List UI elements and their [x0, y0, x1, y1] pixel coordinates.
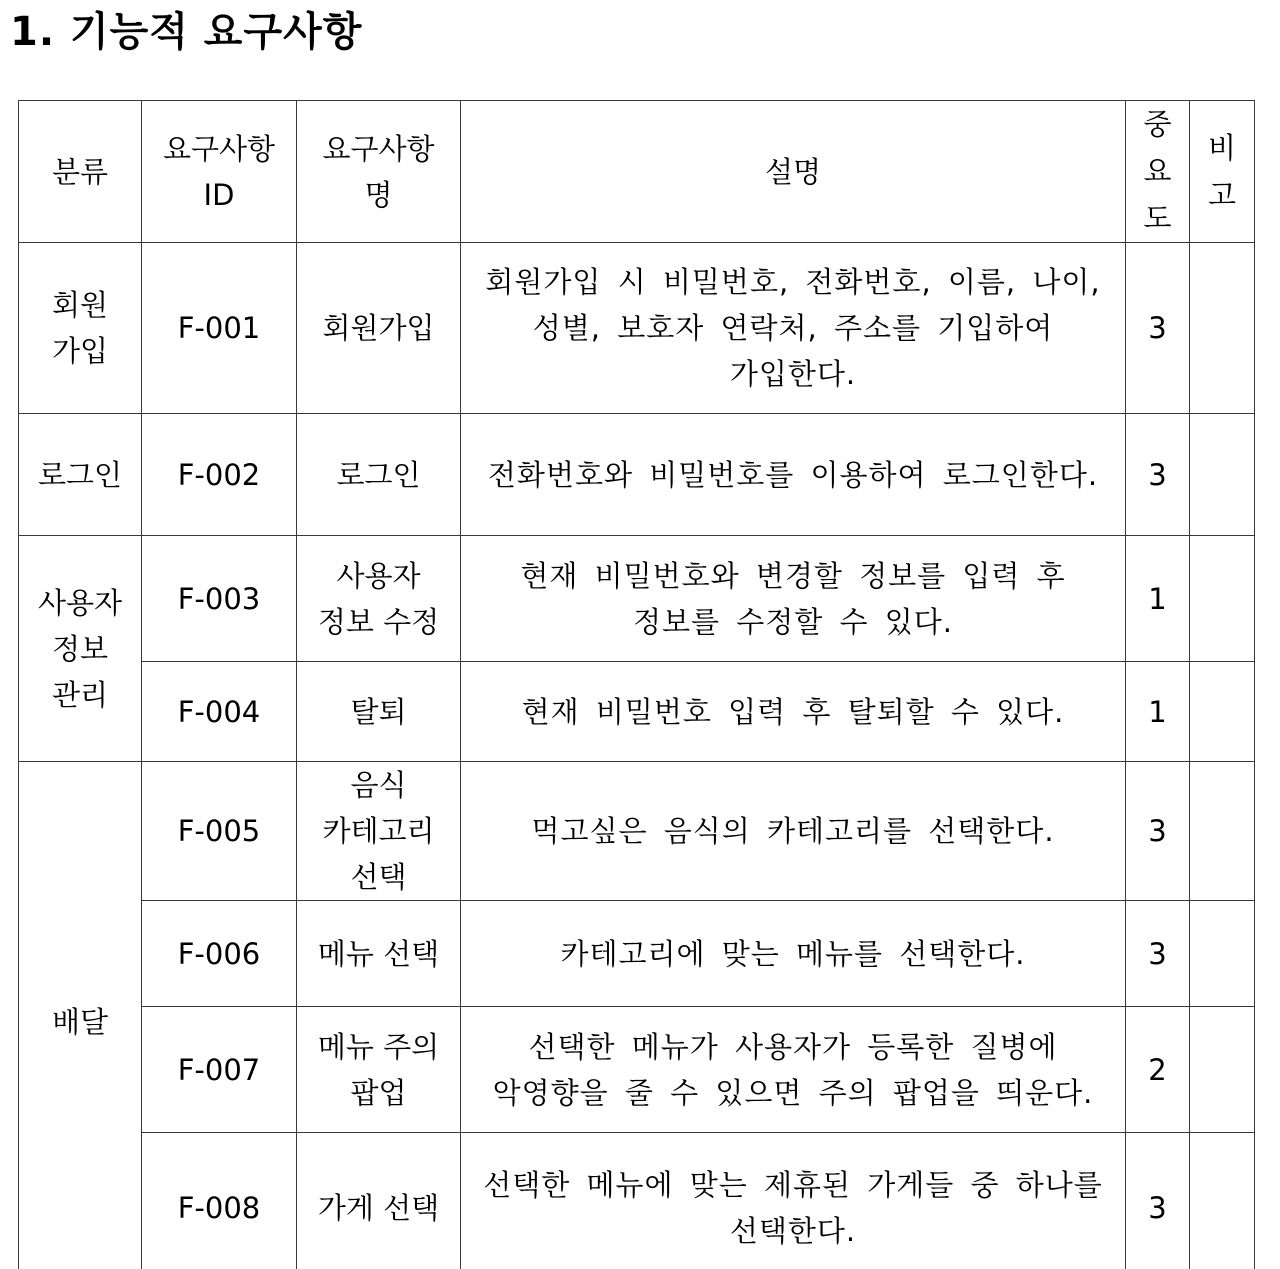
header-req-id: 요구사항 ID: [142, 101, 297, 243]
req-id-cell: F-008: [142, 1133, 297, 1269]
table-row: [19, 243, 1255, 414]
header-importance: 중 요 도: [1126, 101, 1190, 243]
req-name-cell: 회원가입: [297, 243, 461, 414]
req-id-cell: F-005: [142, 762, 297, 901]
category-cell: 배달: [19, 762, 142, 1269]
req-id-cell: F-001: [142, 243, 297, 414]
table-row: [19, 1133, 1255, 1269]
importance-cell: 3: [1126, 762, 1190, 901]
importance-cell: 1: [1126, 662, 1190, 762]
description-cell: 선택한 메뉴가 사용자가 등록한 질병에 악영향을 줄 수 있으면 주의 팝업을 띄운다.: [461, 1007, 1126, 1133]
note-cell: [1190, 762, 1255, 901]
description-cell: 전화번호와 비밀번호를 이용하여 로그인한다.: [461, 414, 1126, 536]
req-name-cell: 로그인: [297, 414, 461, 536]
requirements-table: [18, 100, 1255, 1269]
importance-cell: 3: [1126, 243, 1190, 414]
importance-cell: 1: [1126, 536, 1190, 662]
note-cell: [1190, 1007, 1255, 1133]
req-id-cell: F-004: [142, 662, 297, 762]
note-cell: [1190, 536, 1255, 662]
table-row: [19, 414, 1255, 536]
description-cell: 먹고싶은 음식의 카테고리를 선택한다.: [461, 762, 1126, 901]
category-cell: 로그인: [19, 414, 142, 536]
header-description: 설명: [461, 101, 1126, 243]
description-cell: 선택한 메뉴에 맞는 제휴된 가게들 중 하나를 선택한다.: [461, 1133, 1126, 1269]
req-id-cell: F-007: [142, 1007, 297, 1133]
header-category: 분류: [19, 101, 142, 243]
importance-cell: 3: [1126, 414, 1190, 536]
req-name-cell: 사용자 정보 수정: [297, 536, 461, 662]
importance-cell: 3: [1126, 901, 1190, 1007]
req-id-cell: F-002: [142, 414, 297, 536]
table-row: [19, 901, 1255, 1007]
header-row: [19, 101, 1255, 243]
category-cell: 회원 가입: [19, 243, 142, 414]
req-id-cell: F-003: [142, 536, 297, 662]
table-row: [19, 662, 1255, 762]
table-row: [19, 536, 1255, 662]
header-note: 비 고: [1190, 101, 1255, 243]
req-name-cell: 가게 선택: [297, 1133, 461, 1269]
description-cell: 회원가입 시 비밀번호, 전화번호, 이름, 나이, 성별, 보호자 연락처, 주소를 기입하여 가입한다.: [461, 243, 1126, 414]
importance-cell: 3: [1126, 1133, 1190, 1269]
note-cell: [1190, 901, 1255, 1007]
description-cell: 현재 비밀번호 입력 후 탈퇴할 수 있다.: [461, 662, 1126, 762]
req-name-cell: 메뉴 주의 팝업: [297, 1007, 461, 1133]
req-id-cell: F-006: [142, 901, 297, 1007]
header-req-name: 요구사항 명: [297, 101, 461, 243]
req-name-cell: 메뉴 선택: [297, 901, 461, 1007]
table-row: [19, 1007, 1255, 1133]
note-cell: [1190, 1133, 1255, 1269]
description-cell: 현재 비밀번호와 변경할 정보를 입력 후 정보를 수정할 수 있다.: [461, 536, 1126, 662]
req-name-cell: 음식 카테고리 선택: [297, 762, 461, 901]
note-cell: [1190, 243, 1255, 414]
importance-cell: 2: [1126, 1007, 1190, 1133]
description-cell: 카테고리에 맞는 메뉴를 선택한다.: [461, 901, 1126, 1007]
req-name-cell: 탈퇴: [297, 662, 461, 762]
note-cell: [1190, 414, 1255, 536]
page-title: 1. 기능적 요구사항: [10, 9, 363, 55]
category-cell: 사용자 정보 관리: [19, 536, 142, 762]
note-cell: [1190, 662, 1255, 762]
table-row: [19, 762, 1255, 901]
